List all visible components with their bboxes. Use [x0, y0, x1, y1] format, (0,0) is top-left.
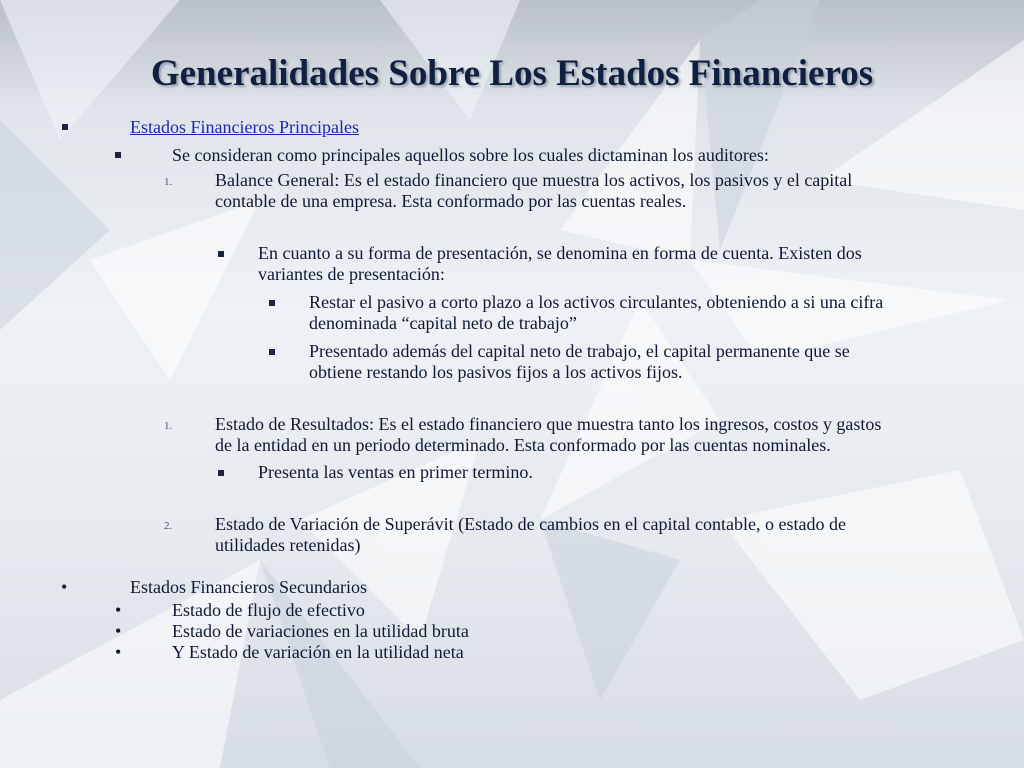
balance-general-line-2: contable de una empresa. Esta conformado por las cuentas reales.	[215, 191, 687, 211]
secundario-item: Estado de variaciones en la utilidad bruta	[172, 621, 469, 641]
square-bullet-icon	[62, 124, 68, 130]
numbered-marker: 1.	[164, 176, 173, 188]
round-bullet-icon: •	[61, 577, 68, 597]
round-bullet-icon: •	[115, 621, 122, 641]
round-bullet-icon: •	[115, 642, 122, 662]
square-bullet-icon	[218, 251, 224, 257]
secundario-item: Estado de flujo de efectivo	[172, 600, 365, 620]
square-bullet-icon	[115, 152, 121, 158]
square-bullet-icon	[269, 300, 275, 306]
variacion-superavit-line-2: utilidades retenidas)	[215, 535, 361, 555]
ventas-text: Presenta las ventas en primer termino.	[258, 462, 533, 482]
square-bullet-icon	[269, 349, 275, 355]
square-bullet-icon	[218, 470, 224, 476]
variante-2-line-2: obtiene restando los pasivos fijos a los activos fijos.	[309, 362, 683, 382]
slide-title: Generalidades Sobre Los Estados Financieros	[150, 53, 874, 94]
numbered-marker: 2.	[164, 520, 173, 532]
estado-resultados-line-1: Estado de Resultados: Es el estado financiero que muestra tanto los ingresos, costos y gastos	[215, 414, 882, 434]
secundarios-heading: Estados Financieros Secundarios	[130, 577, 367, 597]
presentacion-line-1: En cuanto a su forma de presentación, se denomina en forma de cuenta. Existen dos	[258, 243, 862, 263]
variante-1-line-2: denominada “capital neto de trabajo”	[309, 313, 577, 333]
variante-2-line-1: Presentado además del capital neto de trabajo, el capital permanente que se	[309, 341, 850, 361]
round-bullet-icon: •	[115, 600, 122, 620]
presentacion-line-2: variantes de presentación:	[258, 264, 445, 284]
balance-general-line-1: Balance General: Es el estado financiero que muestra los activos, los pasivos y el capital	[215, 170, 853, 190]
variacion-superavit-line-1: Estado de Variación de Superávit (Estado de cambios en el capital contable, o estado de	[215, 514, 846, 534]
principales-heading-link[interactable]: Estados Financieros Principales	[130, 117, 359, 137]
secundario-item: Y Estado de variación en la utilidad neta	[172, 642, 464, 662]
numbered-marker: 1.	[164, 420, 173, 432]
principales-intro: Se consideran como principales aquellos sobre los cuales dictaminan los auditores:	[172, 145, 769, 165]
variante-1-line-1: Restar el pasivo a corto plazo a los activos circulantes, obteniendo a si una cifra	[309, 292, 884, 312]
estado-resultados-line-2: de la entidad en un periodo determinado. Esta conformado por las cuentas nominales.	[215, 435, 831, 455]
